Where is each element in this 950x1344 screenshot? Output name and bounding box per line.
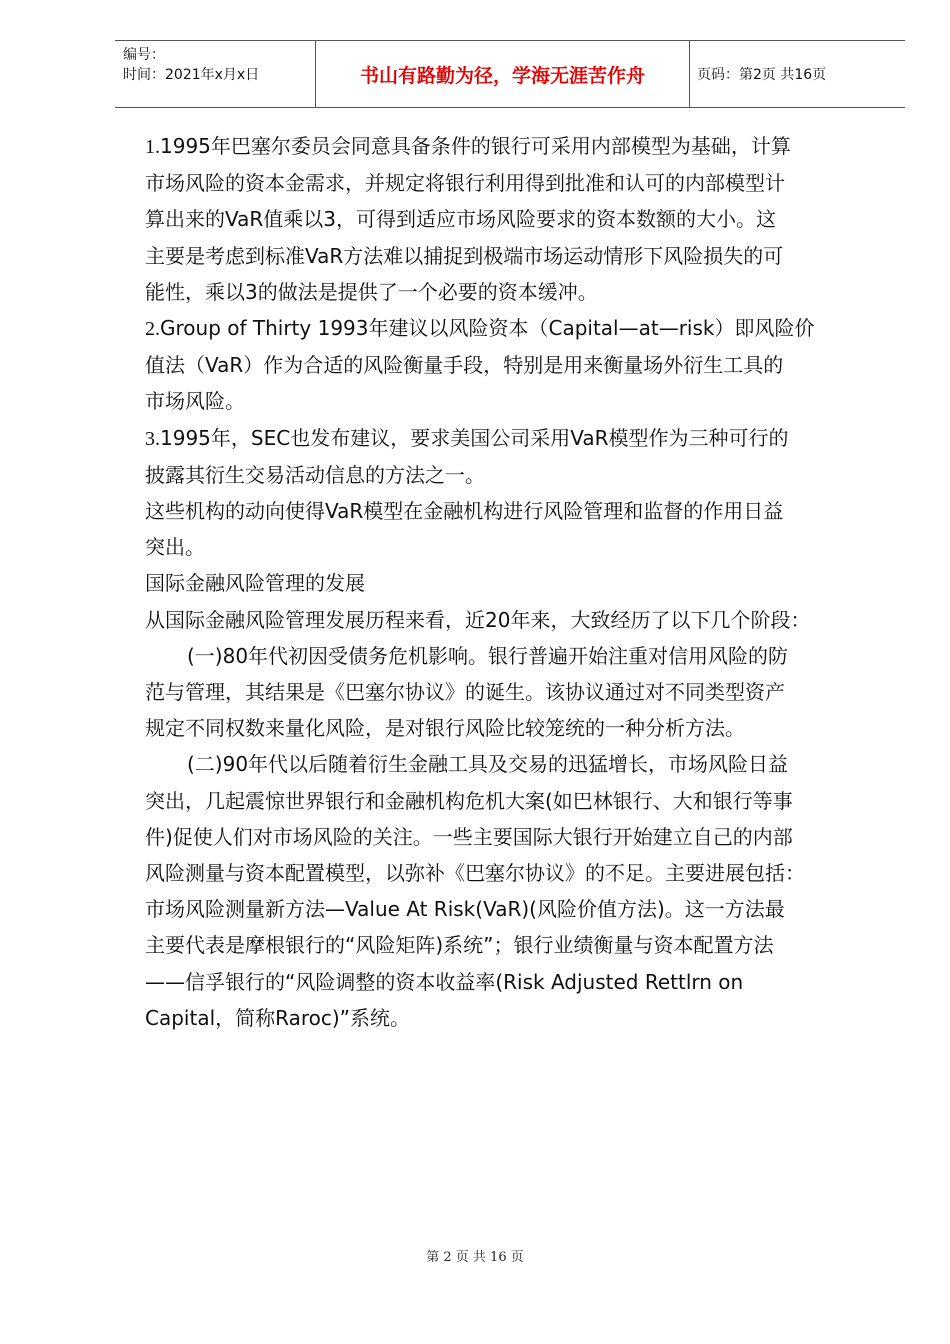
line-text: 从国际金融风险管理发展历程来看，近20年来，大致经历了以下几个阶段：: [145, 607, 811, 632]
line-text: 市场风险的资本金需求，并规定将银行利用得到批准和认可的内部模型计: [145, 171, 785, 196]
line-text: 披露其衍生交易活动信息的方法之一。: [145, 462, 485, 487]
line-text: 范与管理，其结果是《巴塞尔协议》的诞生。该协议通过对不同类型资产: [145, 680, 785, 705]
text-line: [145, 493, 885, 529]
text-line: [145, 602, 885, 638]
text-line: [145, 710, 885, 746]
text-line: [145, 165, 885, 201]
text-line: [145, 529, 885, 565]
page-header: [115, 40, 905, 108]
line-text: 值法（VaR）作为合适的风险衡量手段，特别是用来衡量场外衍生工具的: [145, 353, 784, 378]
line-text: 1995年，SEC也发布建议，要求美国公司采用VaR模型作为三种可行的: [160, 425, 789, 450]
page-footer: 第 2 页 共 16 页: [426, 1250, 524, 1265]
text-line: [145, 347, 885, 383]
line-text: 这些机构的动向使得VaR模型在金融机构进行风险管理和监督的作用日益: [145, 499, 784, 524]
line-text: 主要是考虑到标准VaR方法难以捕捉到极端市场运动情形下风险损失的可: [145, 243, 784, 268]
text-line: [145, 746, 885, 782]
text-line: [145, 201, 885, 237]
header-divider: [689, 41, 690, 107]
header-motto: 书山有路勤为径，学海无涯苦作舟: [359, 64, 645, 87]
line-text: 规定不同权数来量化风险，是对银行风险比较笼统的一种分析方法。: [145, 716, 745, 741]
serial-number-label: 编号：: [123, 47, 165, 63]
text-line: [145, 238, 885, 274]
text-line: [145, 855, 885, 891]
text-line: [145, 128, 885, 165]
line-text: 主要代表是摩根银行的“风险矩阵)系统”；银行业绩衡量与资本配置方法: [145, 933, 774, 958]
text-line: [145, 819, 885, 855]
text-line: [145, 274, 885, 310]
text-line: [145, 638, 885, 674]
text-line: [145, 783, 885, 819]
list-number: 1.: [145, 136, 160, 158]
text-line: [145, 565, 885, 601]
line-text: (一)80年代初因受债务危机影响。银行普遍开始注重对信用风险的防: [187, 643, 789, 668]
text-line: [145, 1000, 885, 1036]
line-text: ——信孚银行的“风险调整的资本收益率(Risk Adjusted Rettlrn on: [145, 969, 744, 994]
line-text: 风险测量与资本配置模型，以弥补《巴塞尔协议》的不足。主要进展包括：: [145, 861, 805, 886]
document-body: [145, 128, 885, 1036]
text-line: [145, 457, 885, 493]
text-line: [145, 927, 885, 963]
text-line: [145, 891, 885, 927]
line-text: 算出来的VaR值乘以3，可得到适应市场风险要求的资本数额的大小。这: [145, 207, 777, 232]
time-label: 时间：2021年x月x日: [123, 67, 260, 83]
line-text: 1995年巴塞尔委员会同意具备条件的银行可采用内部模型为基础，计算: [160, 134, 791, 158]
text-line: [145, 674, 885, 710]
line-text: 突出，几起震惊世界银行和金融机构危机大案(如巴林银行、大和银行等事: [145, 788, 793, 813]
line-text: 能性，乘以3的做法是提供了一个必要的资本缓冲。: [145, 279, 598, 304]
line-text: 国际金融风险管理的发展: [145, 571, 365, 596]
line-text: Capital，简称Raroc)”系统。: [145, 1005, 411, 1030]
text-line: [145, 964, 885, 1000]
line-text: (二)90年代以后随着衍生金融工具及交易的迅猛增长，市场风险日益: [187, 752, 789, 777]
text-line: [145, 310, 885, 347]
line-text: 市场风险测量新方法—Value At Risk(VaR)(风险价值方法)。这一方法最: [145, 897, 785, 922]
line-text: 件)促使人们对市场风险的关注。一些主要国际大银行开始建立自己的内部: [145, 824, 793, 849]
header-meta: [123, 45, 259, 85]
line-text: 突出。: [145, 535, 205, 560]
list-number: 3.: [145, 427, 160, 450]
text-line: [145, 383, 885, 419]
line-text: Group of Thirty 1993年建议以风险资本（Capital—at—risk）即风险价: [160, 316, 815, 341]
list-number: 2.: [145, 318, 160, 341]
text-line: [145, 420, 885, 457]
line-text: 市场风险。: [145, 389, 245, 414]
header-page-info: 页码：第2页 共16页: [697, 67, 827, 83]
